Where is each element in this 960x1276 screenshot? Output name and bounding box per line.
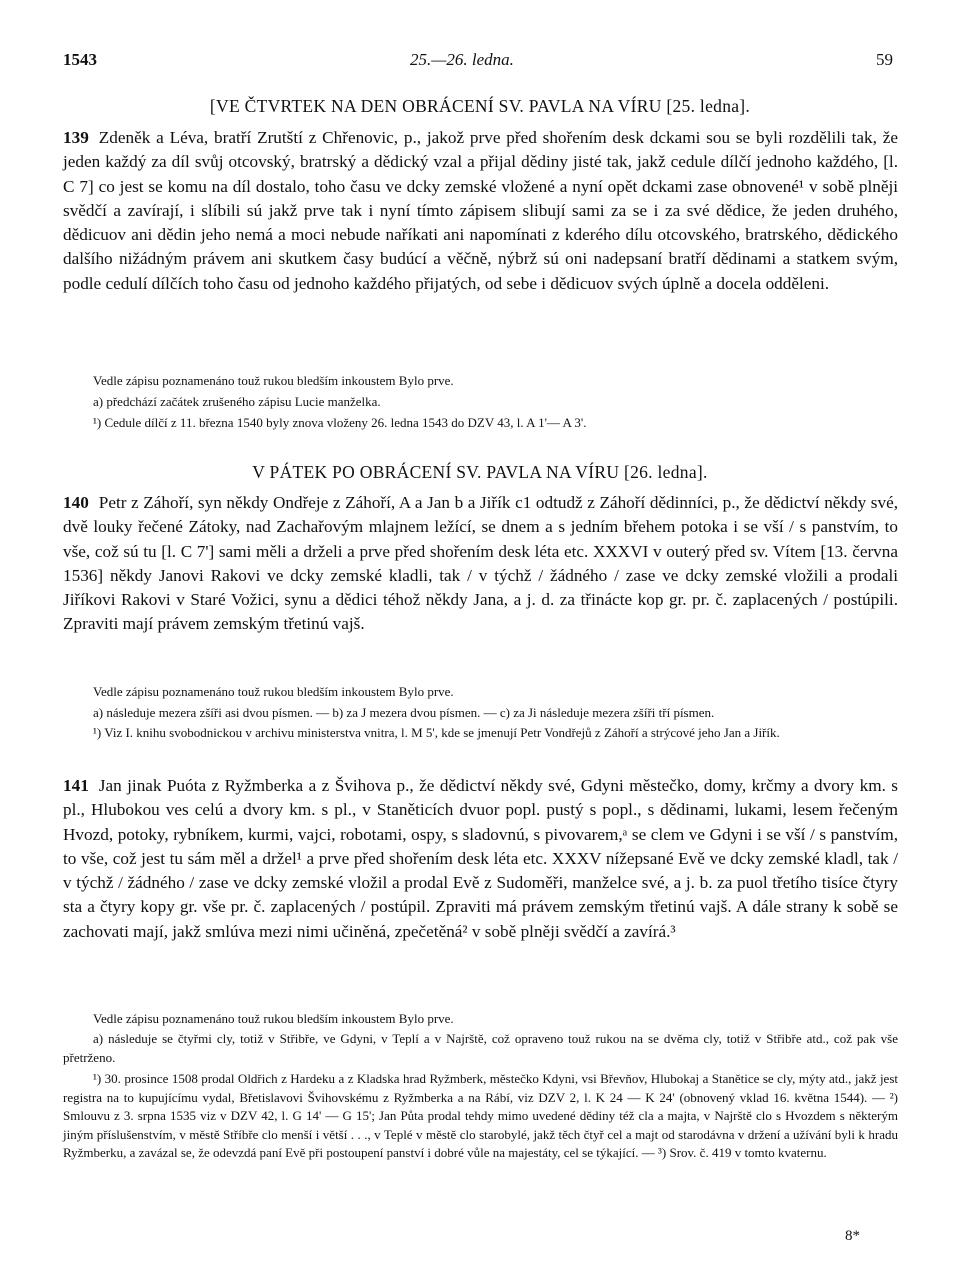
entry-139 [63, 126, 898, 296]
note-139-a: Vedle zápisu poznamenáno touž rukou bledším inkoustem Bylo prve. [93, 373, 454, 388]
note-139-c: ¹) Cedule dílčí z 11. března 1540 byly znova vloženy 26. ledna 1543 do DZV 43, l. A 1'— A 3'. [93, 415, 587, 430]
section-heading-2: V PÁTEK PO OBRÁCENÍ SV. PAVLA NA VÍRU [26. ledna]. [252, 462, 708, 482]
entry-number: 141 [63, 776, 89, 795]
entry-text: Zdeněk a Léva, bratří Zrutští z Chřenovic, p., jakož prve před shořením desk dckami sou se byli rozdělili tak, že jeden každý za díl svůj otcovský, bratrský a dědický vzal a přijal dědiny jisté tak, jakž cedule dílčí jednoho každého, [l. C 7] co jest se komu na díl dostalo, toho času ve dcky zemské vložené a nyní opět dckami zase obnovené¹ v sobě plněji svědčí a zavírají, i slíbili sú jakž prve tak i nyní tímto zápisem slibují sami za se i za své dědice, že jeden druhého, dědicuov ani dědin jeho nemá a moci nebude naříkati ani napomínati z kderého dílu otcovského, bratrského, dědického dalšího nižádným právem ani skutkem časy budúcí a věčně, nýbrž sú oni nadepsaní bratří dědinami a statkem svým, podle cedulí dílčích toho času od jednoho každého přijatých, od sebe i dědicuov svých úplně a docela odděleni. [63, 128, 898, 293]
page-year: 1543 [63, 50, 97, 69]
page-date: 25.—26. ledna. [410, 50, 514, 69]
entry-text: Petr z Záhoří, syn někdy Ondřeje z Záhoří, A a Jan b a Jiřík c1 odtudž z Záhoří dědinníci, p., že dědictví někdy své, dvě louky řečené Zátoky, nad Zachařovým mlajnem ležící, se dnem a s jedním břehem potoka i se vší / s panstvím, to vše, což sú tu [l. C 7'] sami měli a drželi a prve před shořením desk léta etc. XXXVI v outerý před sv. Vítem [13. června 1536] někdy Janovi Rakovi ve dcky zemské kladli, tak / v týchž / žádného / zase ve dcky zemské vložili a prodali Jiříkovi Rakovi v Staré Vožici, synu a dědici téhož někdy Jana, a j. d. za třinácte kop gr. pr. č. zaplacených / postúpili. Zpraviti mají právem zemským třetinú vajš. [63, 493, 898, 634]
note-140-b: a) následuje mezera zšíři asi dvou písmen. — b) za J mezera dvou písmen. — c) za Ji následuje mezera zšíři tří písmen. [93, 705, 715, 720]
note-140-c: ¹) Viz I. knihu svobodnickou v archivu ministerstva vnitra, l. M 5', kde se jmenují Petr Vondřejů z Záhoří a strýcové jeho Jan a Jiřík. [93, 725, 780, 740]
note-141-b: a) následuje se čtyřmi cly, totiž v Střibře, ve Gdyni, v Teplí a v Najrště, což opraveno touž rukou na se dvěma cly, totiž v Střibře atd., což pak vše přetrženo. [63, 1031, 898, 1065]
section-heading-1: [VE ČTVRTEK NA DEN OBRÁCENÍ SV. PAVLA NA VÍRU [25. ledna]. [209, 96, 751, 116]
entry-text: Jan jinak Puóta z Ryžmberka a z Švihova p., že dědictví někdy své, Gdyni městečko, domy, krčmy a dvory km. s pl., Hlubokou ves celú a dvory km. s pl., v Staněticích dvuor popl. pustý s popl., s dědinami, lukami, lesem řečeným Hvozd, potoky, rybníkem, kurmi, vajci, robotami, ospy, s sladovnú, s pivovarem,ᵃ se clem ve Gdyni i se vší / s panstvím, to vše, což jest tu sám měl a držel¹ a prve před shořením desk léta etc. XXXV nížepsané Evě ve dcky zemské kladl, tak / v týchž / žádného / zase ve dcky zemské vložil a prodal Evě z Sudoměři, manželce své, a j. b. za puol třetího tisíce čtyry sta a čtyry kopy gr. vše pr. č. zaplacených / postúpil. Zpraviti má právem zemským třetinú vajš. A dále strany k sobě se zachovati mají, jakž smlúva mezi nimi učiněná, zpečetěná² v sobě plněji svědčí a zavírá.³ [63, 776, 898, 941]
sheet-signature: 8* [845, 1228, 860, 1244]
entry-number: 139 [63, 128, 89, 147]
note-141-a: Vedle zápisu poznamenáno touž rukou bledším inkoustem Bylo prve. [93, 1011, 454, 1026]
note-141-c: ¹) 30. prosince 1508 prodal Oldřich z Hardeku a z Kladska hrad Ryžmberk, městečko Kdyni, vsi Břevňov, Hlubokaj a Staněticе se cly, mýty atd., jakž jest registra na to kupujícímu vydal, Břetislavovi Švihovskému z Ryžmberka a na Rábí, viz DZV 2, l. K 24 — K 24' (obnovený vklad 16. května 1544). — ²) Smlouvu z 3. srpna 1535 viz v DZV 42, l. G 14' — G 15'; Jan Půta prodal tehdy mimo uvedené dědiny též cla a majta, v Najrště clo s Hvozdem s některým jiným příslušenstvím, v městě Stříbře clo menší i větší . . ., v Teplé v městě clo starobylé, jakž těch čtyř cel a majt od starodávna v držení a užívání byli k hradu Ryžmberku, a zavázal se, že odevzdá paní Evě při postoupení panství i dobré vůle na majestáty, cel se týkající. — ³) Srov. č. 419 v tomto kvaternu. [63, 1071, 898, 1160]
note-140-a: Vedle zápisu poznamenáno touž rukou bledším inkoustem Bylo prve. [93, 684, 454, 699]
page-number: 59 [876, 50, 893, 69]
entry-140 [63, 491, 898, 637]
note-139-b: a) předchází začátek zrušeného zápisu Lucie manželka. [93, 394, 381, 409]
entry-141 [63, 774, 898, 944]
entry-number: 140 [63, 493, 89, 512]
